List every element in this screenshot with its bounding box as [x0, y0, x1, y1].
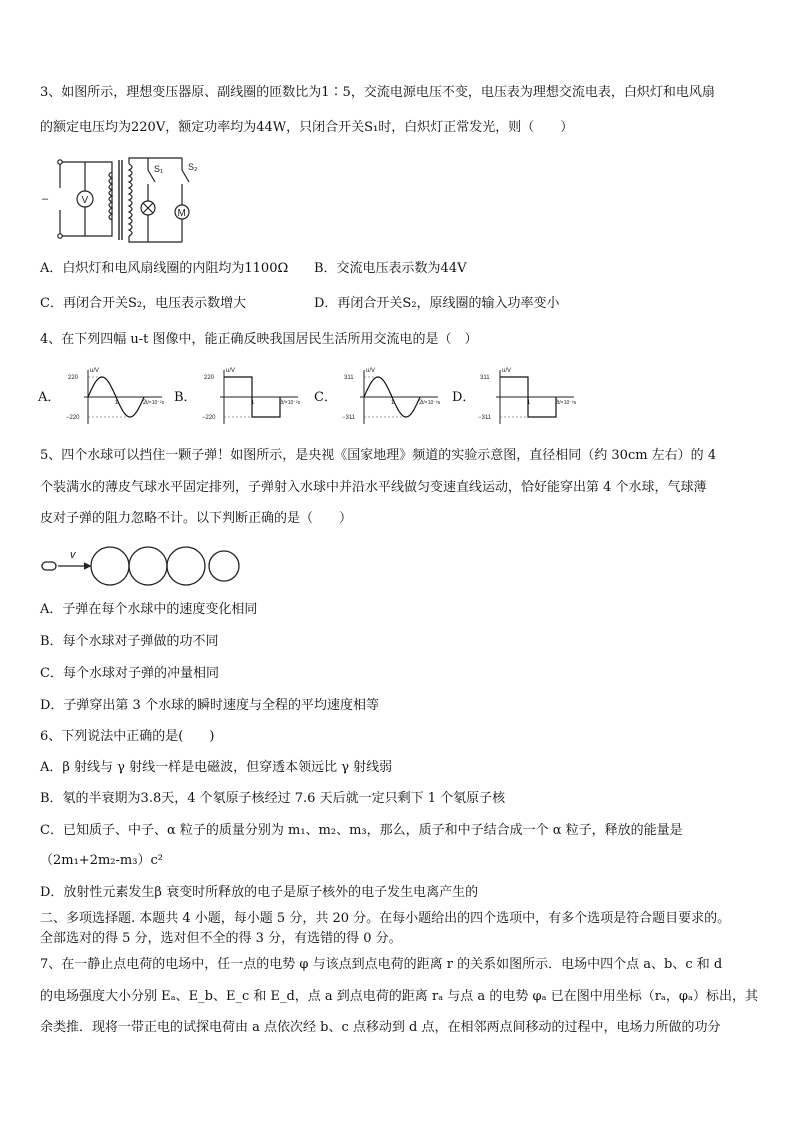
water-ball — [167, 547, 205, 585]
t-tick-label: 2 — [143, 400, 147, 406]
u-min-label: −311 — [342, 415, 356, 421]
q3-option-c: C．再闭合开关S₂，电压表示数增大 — [40, 296, 247, 311]
t-tick-label: 1 — [115, 400, 119, 406]
t-tick-label: 2 — [419, 400, 423, 406]
water-ball — [209, 551, 239, 581]
q3-stem-line1: 3、如图所示，理想变压器原、副线圈的匝数比为1∶5，交流电源电压不变，电压表为理想交流电表，白炽灯和电风扇 — [40, 85, 715, 100]
q3-option-a: A．白炽灯和电风扇线圈的内阻均为1100Ω — [40, 261, 289, 276]
q6-option-c-line2: （2m₁+2m₂-m₃）c² — [40, 853, 163, 868]
q6-option-a: A．β 射线与 γ 射线一样是电磁波，但穿透本领远比 γ 射线弱 — [40, 760, 393, 775]
velocity-label: v — [70, 549, 76, 561]
water-ball — [129, 547, 167, 585]
q6-option-c-line1: C．已知质子、中子、α 粒子的质量分别为 m₁、m₂、m₃，那么，质子和中子结合成一个 α 粒子，释放的能量是 — [40, 823, 683, 838]
u-min-label: −220 — [66, 415, 80, 421]
u-axis-label: u/V — [366, 368, 376, 374]
q5-stem-line3: 皮对子弹的阻力忽略不计。以下判断正确的是（ ） — [40, 511, 353, 526]
ut-graph-d — [478, 366, 578, 428]
q4-label-d: D． — [452, 390, 476, 405]
q4-label-a: A． — [38, 390, 61, 405]
u-min-label: −311 — [478, 415, 492, 421]
q5-stem-line1: 5、四个水球可以挡住一颗子弹！如图所示，是央视《国家地理》频道的实验示意图，直径相同（约 30cm 左右）的 4 — [40, 448, 717, 463]
q5-stem-line2: 个装满水的薄皮气球水平固定排列，子弹射入水球中并沿水平线做匀变速直线运动，恰好能穿出第 4 个水球，气球薄 — [40, 480, 707, 495]
switch-s2-label: S₂ — [188, 162, 198, 172]
t-tick-label: 2 — [279, 400, 283, 406]
ut-graph-c — [342, 366, 442, 428]
section2-heading-line1: 二、多项选择题. 本题共 4 小题，每小题 5 分，共 20 分。在每小题给出的四个选项中，有多个选项是符合题目要求的。 — [40, 911, 731, 926]
switch-s1-label: S₁ — [154, 164, 164, 174]
t-axis-label: t/×10⁻²s — [282, 400, 301, 406]
u-max-label: 220 — [68, 375, 79, 381]
ut-graph-b — [202, 366, 302, 428]
u-axis-label: u/V — [90, 368, 100, 374]
q5-option-c: C．每个水球对子弹的冲量相同 — [40, 666, 219, 681]
t-tick-label: 1 — [251, 400, 255, 406]
u-axis-label: u/V — [502, 368, 512, 374]
q7-stem-line1: 7、在一静止点电荷的电场中，任一点的电势 φ 与该点到点电荷的距离 r 的关系如图所示．电场中四个点 a、b、c 和 d — [40, 957, 723, 972]
water-balls-diagram — [40, 545, 240, 589]
t-axis-label: t/×10⁻²s — [146, 400, 165, 406]
u-max-label: 220 — [204, 375, 215, 381]
ut-graph-a — [66, 366, 166, 428]
voltmeter-symbol: V — [81, 195, 89, 206]
t-axis-label: t/×10⁻²s — [558, 400, 577, 406]
t-tick-label: 1 — [391, 400, 395, 406]
t-axis-label: t/×10⁻²s — [422, 400, 441, 406]
motor-symbol: M — [177, 208, 186, 219]
transformer-circuit-diagram — [40, 150, 220, 248]
q3-option-d: D．再闭合开关S₂，原线圈的输入功率变小 — [314, 296, 560, 311]
u-min-label: −220 — [202, 415, 216, 421]
q4-label-c: C． — [314, 390, 337, 405]
q4-label-b: B． — [174, 390, 197, 405]
q6-stem: 6、下列说法中正确的是( ) — [40, 729, 215, 744]
q3-stem-line2: 的额定电压均为220V，额定功率均为44W，只闭合开关S₁时，白炽灯正常发光，则（ ） — [40, 120, 574, 135]
q7-stem-line2: 的电场强度大小分别 Eₐ、E_b、E_c 和 E_d，点 a 到点电荷的距离 rₐ 与点 a 的电势 φₐ 已在图中用坐标（rₐ，φₐ）标出，其 — [40, 989, 759, 1004]
q5-option-b: B．每个水球对子弹做的功不同 — [40, 634, 219, 649]
q6-option-b: B．氡的半衰期为3.8天，4 个氡原子核经过 7.6 天后就一定只剩下 1 个氡原子核 — [40, 791, 506, 806]
bullet-icon — [42, 562, 56, 570]
minus-sign: – — [42, 193, 49, 205]
q3-option-b: B．交流电压表示数为44V — [314, 261, 467, 276]
u-max-label: 311 — [480, 375, 490, 381]
t-tick-label: 1 — [527, 400, 531, 406]
q5-option-d: D．子弹穿出第 3 个水球的瞬时速度与全程的平均速度相等 — [40, 698, 379, 713]
u-max-label: 311 — [344, 375, 354, 381]
u-axis-label: u/V — [226, 368, 236, 374]
q5-option-a: A．子弹在每个水球中的速度变化相同 — [40, 602, 258, 617]
water-ball — [91, 547, 129, 585]
q4-stem: 4、在下列四幅 u-t 图像中，能正确反映我国居民生活所用交流电的是（ ） — [40, 332, 478, 347]
q7-stem-line3: 余类推．现将一带正电的试探电荷由 a 点依次经 b、c 点移动到 d 点，在相邻两点间移动的过程中，电场力所做的功分 — [40, 1020, 721, 1035]
section2-heading-line2: 全部选对的得 5 分，选对但不全的得 3 分，有选错的得 0 分。 — [40, 931, 402, 946]
q6-option-d: D．放射性元素发生β 衰变时所释放的电子是原子核外的电子发生电离产生的 — [40, 885, 479, 900]
t-tick-label: 2 — [555, 400, 559, 406]
